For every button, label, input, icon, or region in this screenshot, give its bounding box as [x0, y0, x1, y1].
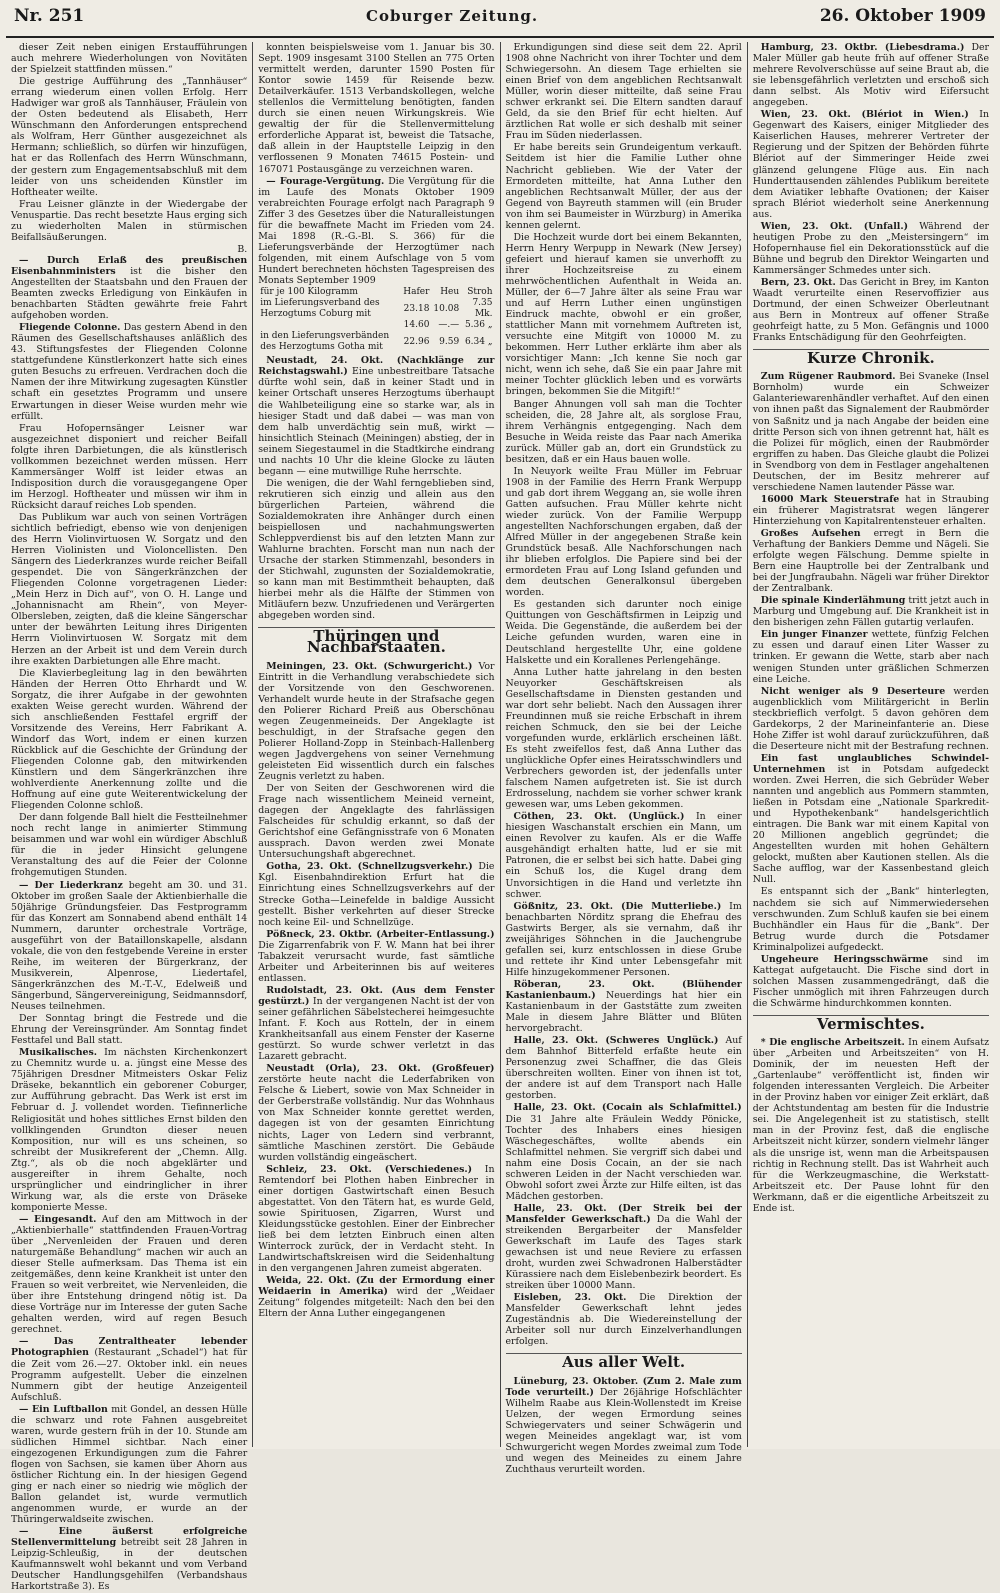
paragraph: Es gestanden sich darunter noch einige Quittungen von Geschäftsfirmen in Leipzig und Weida. Die Gegenstände, die außerdem bei der Leiche gefunden wurden, waren eine in Deutschland hergestellte Uhr, eine goldene Halskette und ein Korallenes Perlengehänge.	[505, 599, 742, 666]
column-3	[501, 42, 748, 1475]
article-text: Die Zigarrenfabrik von F. W. Mann hat bei ihrer Tabakzeit verursacht wurde, fast sämtliche Arbeiter und Arbeiterinnen bis auf weiteres entlassen.	[258, 939, 495, 984]
article-text: Während der heutigen Probe zu den „Meistersingern“ im Hofopernhause fiel ein Dekorationsstück auf die Bühne und begrub den Direktor Weingarten und Kammersänger Schmedes unter sich.	[752, 220, 990, 276]
article-text: hat in Straubing ein früherer Magistratsrat wegen längerer Hinterziehung von Kapitalrentensteuer erhalten.	[752, 493, 990, 527]
article-text: mit Gondel, an dessen Hülle die schwarz und rote Fahnen ausgebreitet waren, wurde gestern früh in der 10. Stunde am südlichen Himmel sichtbar. Nach einer eingezogenen Erkundigungen zum die Fahrer flogen von Sachsen, sie kamen über Ahorn aus östlicher Richtung ein. In der hiesigen Gegend ging er nach einer so niedrig wie möglich der Ballon gelandet ist, wurde vermutlich angenommen wurde, er wurde an der Thüringerwaldseite zwischen.	[11, 1403, 248, 1526]
table-cell: —.—	[438, 320, 460, 331]
article-heading: Nicht weniger als 9 Deserteure	[760, 685, 946, 697]
paragraph: konnten beispielsweise vom 1. Januar bis 30. Sept. 1909 insgesamt 3100 Stellen an 775 Orten vermittelt werden, darunter 1590 Posten für Kontor sowie 1459 für Reisende bezw. Detailverkäufer. 1513 Verbandskollegen, welche stellenlos die Vermittelung benötigten, fanden durch sie einen neuen Wirkungskreis. Wie gewaltig der für die Stellenvermittelung erforderliche Apparat ist, beweist die Tatsache, daß allein in der Hauptstelle Leipzig in den verflossenen 9 Monaten 74615 Postein- und 167071 Postausgänge zu verzeichnen waren.	[258, 42, 495, 175]
column-4	[748, 42, 994, 1447]
article-heading: Wien, 23. Okt. (Unfall.)	[760, 220, 909, 232]
article-text: Vor Eintritt in die Verhandlung verabschiedete sich der Vorsitzende von den Geschworenen. Verhandelt wurde heute in der Strafsache gegen den Polierer Richard Preiß aus Oberschönau wegen Zeugenmeineids. Der Angeklagte ist beschuldigt, in der Strafsache gegen den Polierer Holland-Zopp in Steinbach-Hallenberg wegen Jagdvergehens von seiner Vernehmung geleisteten Eid wissentlich durch ein falsches Zeugnis verletzt zu haben.	[258, 660, 495, 782]
paragraph: Die Hochzeit wurde dort bei einem Bekannten, Herrn Henry Werpupp in Newark (New Jersey) gefeiert und hierauf kamen sie unverhofft zu ihrer Hochzeitsreise zu einem mehrwöchentlichen Aufenthalt in Weida an. Müller, der 6—7 Jahre älter als seine Frau war und auf Herrn Luther einen ungünstigen Eindruck machte, obwohl er ein großer, stattlicher Mann mit vornehmem Auftreten ist, versuchte eine Mitgift von 10000 M. zu bekommen. Herr Luther erklärte ihm aber als vorsichtiger Mann: „Ich kenne Sie noch gar nicht, wenn ich sehe, daß Sie ein paar Jahre mit meiner Tochter glücklich leben und es vorwärts bringen, bekommen Sie die Mitgift!“	[505, 231, 742, 398]
article-heading: Halle, 23. Okt. (Der Streik bei der Mansfelder Gewerkschaft.)	[505, 1202, 742, 1225]
article-text: werden augenblicklich vom Militärgericht in Berlin steckbrieflich verfolgt. 5 davon gehören dem Gardekorps, 2 der Marineinfanterie an. Diese Hohe Ziffer ist wohl darauf zurückzuführen, daß die Deserteure nicht mit der Bestrafung rechnen.	[752, 685, 989, 752]
paragraph: Das Publikum war auch von seinen Vorträgen sichtlich befriedigt, ebenso wie von denjenigen des Herrn Violinvirtuosen W. Sorgatz und den Herren Violinisten und Violoncellisten. Den Sängern des Liederkranzes wurde reicher Beifall gespendet. Die von Sängerkränzchen der Fliegenden Colonne vorgetragenen Lieder: „Mein Herz in Dich auf“, von O. H. Lange und „Johannisnacht am Rhein“, von Meyer-Olbersleben, zeigten, daß die kleine Sängerschar unter der bewährten Leitung ihres Dirigenten Herrn Violinvirtuosen W. Sorgatz mit dem Herzen an der Arbeit ist und dem Verein durch ihre exakten Darbietungen alle Ehre macht.	[11, 511, 248, 667]
section-heading: Vermischtes.	[753, 1015, 989, 1033]
paragraph: Er habe bereits sein Grundeigentum verkauft. Seitdem ist hier die Familie Luther ohne Nachricht geblieben. Wie der Vater der Ermordeten mitteilte, hat Anna Luther den angeblichen Rechtsanwalt Müller, der aus der Gegend von Bayreuth stammen will (ein Bruder von ihm sei Baumeister in Würzburg) in Amerika kennen gelernt.	[505, 142, 742, 231]
article-text: sind im Kattegat aufgetaucht. Die Fische sind dort in solchen Massen zusammengedrängt, daß die Fischer unmöglich mit ihren Fahrzeugen durch die Schwärme hindurchkommen konnten.	[752, 953, 990, 1009]
issue-date: 26. Oktober 1909	[819, 6, 986, 26]
article-heading: Ein fast unglaubliches Schwindel-Unternehmen	[752, 752, 989, 775]
article-heading: Musikalisches.	[19, 1047, 98, 1059]
fourage-price-table	[258, 287, 494, 353]
paragraph: Die wenigen, die der Wahl ferngeblieben sind, rekrutieren sich einzig und allein aus den bürgerlichen Parteien, während die Sozialdemokraten ihre Anhänger durch einen beispiellosen und nachahmungswerten Schleppverdienst bis auf den letzten Mann zur Wahlurne brachten. Forscht man nun nach der Ursache der starken Stimmenzahl, besonders in der Stichwahl, zugunsten der Sozialdemokratie, so kann man mit Bestimmtheit behaupten, daß hierbei mehr als die Hälfte der Stimmen von Mitläufern bezw. Unzufriedenen und Verärgerten abgegeben worden sind.	[258, 477, 495, 622]
article-text: Im nächsten Kirchenkonzert zu Chemnitz wurde u. a. jüngst eine Messe des 75jährigen Dresdner Mitmeisters Oskar Feliz Dräseke, bekanntlich ein geborener Coburger, zur Aufführung gebracht. Das Werk ist erst im Februar d. J. vollendet worden. Tiefinnerliche Religiosität und hohes sittliches Ernst bilden den vollklingenden Grundton dieser neuen Komposition, nur will es uns scheinen, so schreibt der Musikreferent der „Chemn. Allg. Ztg.“, als ob die noch abgeklärter und ausgereifter in ihrem Gehalte, noch ursprünglicher und eindringlicher in ihrer Wirkung war, als die erste von Dräseke komponierte Messe.	[11, 1047, 248, 1213]
paragraph: Frau Hofopernsänger Leisner war ausgezeichnet disponiert und reicher Beifall folgte ihren Darbietungen, die als künstlerisch vollkommen bezeichnet werden müssen. Herr Kammersänger Wolff ist leider etwas an Indisposition durch die vorausgegangene Oper im Herzogl. Hoftheater und müssen wir ihm in Rücksicht darauf reiches Lob spenden.	[11, 422, 248, 511]
article-heading: Hamburg, 23. Oktbr. (Liebesdrama.)	[760, 42, 965, 53]
article-heading: Eisleben, 23. Okt.	[513, 1292, 627, 1304]
paragraph: Frau Leisner glänzte in der Wiedergabe der Venuspartie. Das recht besetzte Haus erging sich zu wiederholten Malen in stürmischen Beifallsäußerungen.	[11, 198, 248, 243]
article-heading: Röberan, 23. Okt. (Blühender Kastanienbaum.)	[505, 978, 742, 1001]
table-header: für je 100 Kilogramm	[260, 287, 358, 298]
article-heading: — Fourage-Vergütung.	[266, 175, 385, 187]
table-cell: 22.96	[403, 336, 430, 347]
article-text: Das Gericht in Brey, im Kanton Waadt verurteilte einen Reservoffizier aus Dortmund, der einen Schweizer Oberleutnant aus Bern in Montreux auf offener Straße geohrfeigt hatte, zu 5 Mon. Gefängnis und 1000 Franks Entschädigung für den Geohrfeigten.	[752, 276, 989, 344]
section-heading: Thüringen und Nachbarstaaten.	[258, 627, 494, 656]
article-text: ist in Potsdam aufgedeckt worden. Zwei Herren, die sich Gebrüder Weber nannten und angeblich aus Pommern stammten, ließen in Potsdam eine „Nationale Sparkredit- und Hypothekenbank“ handelsgerichtlich eintragen. Die Bank war mit einem Kapital von 20 Millionen angeblich gegründet; die Angestellten wurden mit hohen Gehältern gelockt, mußten aber Kautionen stellen. Als die Sache aufflog, war der Kassenbestand gleich Null.	[752, 763, 989, 886]
table-cell: 10.08	[433, 303, 460, 314]
article-text: zerstörte heute nacht die Lederfabriken von Felsche & Liebert, sowie von Max Schneider in der Gerberstraße vollständig. Nur das Wohnhaus von Max Schneider konnte gerettet werden, dagegen ist von der gesamten Einrichtung nichts, Lager von Ledern sind verbrannt, sämtliche Maschinen zerstört. Die Gebäude wurden vollständig eingeäschert.	[258, 1074, 495, 1163]
paragraph: Die gestrige Aufführung des „Tannhäuser“ errang wiederum einen vollen Erfolg. Herr Hadwiger war groß als Tannhäuser, Fräulein von der Osten bedeutend als Elisabeth, Herr Wünschmann den Anforderungen entsprechend als Wolfram, Herr Günther ausgezeichnet als Hermann; schließlich, so dürfen wir hinzufügen, hat er das Rollenfach des Herrn Wünschmann, der gestern zum Engagementsabschluß mit dem leider von uns scheidenden Künstler im Hoftheater weilte.	[11, 76, 248, 198]
paragraph: dieser Zeit neben einigen Erstaufführungen auch mehrere Wiederholungen von Novitäten der Spielzeit stattfinden müssen.“	[11, 42, 248, 76]
article-heading: — Der Liederkranz	[19, 879, 123, 891]
article-text: Auf den am Mittwoch in der „Aktienbierhalle“ stattfindenden Frauen-Vortrag über „Nervenleiden der Frauen und deren naturgemäße Behandlung“ machen wir auch an dieser Stelle aufmerksam. Das Thema ist ein zeitgemäßes, denn keine Krankheit ist unter den Frauen so weit verbreitet, wie Nervenleiden, die über ihre Entstehung dringend nötig ist. Da diese Vorträge nur im Interesse der guten Sache gehalten werden, wird auf regen Besuch gerechnet.	[11, 1213, 248, 1336]
table-cell: 6.34 „	[464, 336, 493, 347]
paragraph: Anna Luther hatte jahrelang in den besten Neuyorker Geschäftskreisen als Gesellschaftsdame in Diensten gestanden und war dort sehr beliebt. Nach den Aussagen ihrer Freundinnen muß sie reiche Erbschaft in ihrem reichen Schmuck, den sie bei der Leiche vorgefunden wurde, erklärlich erscheinen läßt. Es steht zweifellos fest, daß Anna Luther das unglückliche Opfer eines Heiratsschwindlers und Verbrechers geworden ist, der jedenfalls unter falschem Namen aufgetreten ist. Sie ist durch Erdrosselung, nachdem sie vorher schwer krank gewesen war, ums Leben gekommen.	[505, 666, 742, 811]
paragraph: Der Sonntag bringt die Festrede und die Ehrung der Vereinsgründer. Am Sonntag findet Festtafel und Ball statt.	[11, 1013, 248, 1047]
signature: B.	[237, 243, 248, 255]
article-heading: Cöthen, 23. Okt. (Unglück.)	[513, 811, 685, 823]
article-heading: Rudolstadt, 23. Okt. (Aus dem Fenster gestürzt.)	[258, 984, 495, 1007]
column-1	[6, 42, 253, 1593]
table-cell: 14.60	[403, 320, 430, 331]
article-heading: — Durch Erlaß des preußischen Eisenbahnministers	[11, 254, 248, 277]
article-text: Die Kgl. Eisenbahndirektion Erfurt hat die Einrichtung eines Schnellzugsverkehrs auf der Strecke Gotha—Leinefelde in baldige Aussicht gestellt. Bisher verkehrten auf dieser Strecke noch keine Eil- und Schnellzüge.	[258, 861, 495, 928]
article-text: Da die Wahl der streikenden Bergarbeiter der Mansfelder Gewerkschaft im Laufe des Tages stark gewachsen ist und neue Reviere zu erfassen droht, wurden zwei Schwadronen Halberstädter Kürassiere nach dem Eislebenbezirk beordert. Es streiken über 10000 Mann.	[505, 1213, 742, 1292]
article-heading: Pößneck, 23. Oktbr. (Arbeiter-Entlassung.)	[266, 928, 495, 940]
article-text: Die 31 Jahre alte Fräulein Weddy Pönicke, Tochter des Inhabers eines hiesigen Wäschegeschäftes, wollte abends ein Schlafmittel nehmen. Sie vergriff sich dabei und nahm eine Dosis Cocain, an der sie nach schweren Leiden in der Nacht verschieden war. Obwohl sofort zwei Ärzte zur Hilfe eilten, ist das Mädchen gestorben.	[505, 1113, 742, 1202]
table-header: Stroh	[467, 287, 493, 298]
article-text: Das gestern Abend in den Räumen des Gesellschaftshauses anläßlich des 43. Stiftungsfestes der Fliegenden Colonne stattgefundene Künstlerkonzert hatte sich eines guten Besuchs zu erfreuen. Verdrachen doch die Namen der ihre Mitwirkung zugesagten Künstler schaft ein gesetztes Programm und unsere Erwartungen in dieser Weise wurden mehr wie erfüllt.	[11, 322, 248, 422]
article-heading: Neustadt (Orla), 23. Okt. (Großfeuer)	[266, 1063, 495, 1075]
paragraph: Der dann folgende Ball hielt die Festteilnehmer noch recht lange in animierter Stimmung beisammen und war wohl ein würdiger Abschluß für die in jeder Hinsicht gelungene Veranstaltung des auf die Feier der Colonne frohgemutigen Stunden.	[11, 812, 248, 879]
article-text: Bei Svaneke (Insel Bornholm) wurde ein Schweizer Galanteriewarenhändler verhaftet. Auf den einen von ihnen paßt das Signalement der Raubmörder von Saßnitz und ja nach Angabe der beiden eine dritte Person sich von ihnen getrennt hat, hält es die Polizei für möglich, einen der Raubmörder ergriffen zu haben. Das Gleiche glaubt die Polizei in Svendborg von dem in Festlager angehaltenen Deutschen, der im Besitz mehrerer auf verschiedene Namen lautender Pässe war.	[752, 371, 989, 493]
article-heading: Schleiz, 23. Okt. (Verschiedenes.)	[266, 1163, 473, 1175]
article-text: Im benachbarten Nörditz sprang die Ehefrau des Gastwirts Berger, als sie vernahm, daß ihr zweijähriges Söhnchen in die Jauchengrube gefallen sei, kurz entschlossen in diese Grube und rettete ihr Kind unter Lebensgefahr mit Hilfe hinzugekommener Personen.	[505, 900, 742, 978]
paragraph: In Neuyork weilte Frau Müller im Februar 1908 in der Familie des Herrn Frank Werpupp und gab dort ihrem Weggang an, sie wolle ihren Gatten aufsuchen. Frau Müller kehrte nicht wieder zurück. Von der Familie Werpupp angestellten Nachforschungen ergaben, daß der Alfred Müller in der angegebenen Straße kein Grundstück besaß. Alle Nachforschungen nach ihr blieben erfolglos. Die Papiere sind bei der ermordeten Frau auf Long Island gefunden und dem deutschen Generalkonsul übergeben worden.	[505, 465, 742, 599]
article-heading: Neustadt, 24. Okt. (Nachklänge zur Reichstagswahl.)	[258, 355, 495, 378]
article-heading: Gotha, 23. Okt. (Schnellzugsverkehr.)	[266, 861, 473, 873]
paragraph: Banger Ahnungen voll sah man die Tochter scheiden, die, 28 Jahre alt, als sorglose Frau, ihrem Verhängnis entgegenging. Nach dem Besuche in Weida reiste das Paar nach Amerika zurück. Müller gab an, dort ein Grundstück zu besitzen, daß er ein Haus bauen wolle.	[505, 398, 742, 465]
section-heading: Aus aller Welt.	[506, 1353, 742, 1371]
paragraph: Erkundigungen sind diese seit dem 22. April 1908 ohne Nachricht von ihrer Tochter und dem Schwiegersohn. An diesem Tage erhielten sie einen Brief von dem angeblichen Rechtsanwalt Müller, worin dieser mitteilte, daß seine Frau schwer erkrankt sei. Die Eltern sandten darauf Geld, da sie den Brief für echt hielten. Auf ärztlichen Rat wolle er sich deshalb mit seiner Frau im Süden niederlassen.	[505, 42, 742, 142]
article-heading: Wien, 23. Okt. (Blériot in Wien.)	[760, 109, 969, 121]
article-text: wettete, fünfzig Felchen zu essen und darauf einen Liter Wasser zu trinken. Er gewann die Wette, starb aber nach wenigen Stunden unter gräßlichen Schmerzen eine Leiche.	[752, 629, 990, 685]
article-heading: — Das Zentraltheater lebender Photographien	[11, 1336, 248, 1359]
article-text: Die Direktion der Mansfelder Gewerkschaft lehnt jedes Zugeständnis ab. Die Wiedereinstellung der Arbeiter soll nur durch Einzelverhandlungen erfolgen.	[505, 1292, 742, 1348]
article-text: wird der „Weidaer Zeitung“ folgendes mitgeteilt: Nach den bei den Eltern der Anna Luther eingegangenen	[258, 1286, 495, 1320]
columns	[6, 42, 994, 1593]
article-heading: Weida, 22. Okt. (Zu der Ermordung einer Weidaerin in Amerika)	[258, 1275, 495, 1298]
article-text: erregt in Bern die Verhaftung der Bankiers Demme und Nägeli. Sie erfolgte wegen Fälschung. Demme spielte in Bern eine Hauptrolle bei der Zentralbank und bei der Jungfraubahn. Nägeli war früher Direktor der Zentralbank.	[752, 527, 989, 595]
article-heading: Gößnitz, 23. Okt. (Die Mutterliebe.)	[513, 900, 722, 912]
article-text: In einem Aufsatz über „Arbeiten und Arbeitszeiten“ von H. Dominik, der im neuesten Heft der „Gartenlaube“ veröffentlicht ist, finden wir folgenden interessanten Vergleich. Die Arbeiter in der Provinz haben vor einiger Zeit erklärt, daß der Achtstundentag am besten für die Industrie sei. Die Angelegenheit ist zu statistisch, stellt man in der Provinz fest, daß die englische Arbeitszeit nicht kürzer, sondern vielmehr länger als die unsrige ist, wenn man die Arbeitspausen richtig in Rechnung stellt. Das ist Wahrheit auch für die Werkzeugmaschine, die Werkstatt-Arbeitszeit etc. Der Pause lohnt für den Werkmann, daß er die eigentliche Arbeitszeit zu Ende ist.	[752, 1037, 990, 1214]
article-text: tritt jetzt auch in Marburg und Umgebung auf. Die Krankheit ist in den bisherigen zehn Fällen gutartig verlaufen.	[752, 595, 989, 629]
article-heading: Zum Rügener Raubmord.	[760, 371, 896, 383]
paragraph: Die Klavierbegleitung lag in den bewährten Händen der Herren Otto Ehrhardt und W. Sorgatz, die ihrer Aufgabe in der gewohnten exakten Weise gerecht wurden. Während der sich anschließenden Festtafel ergriff der Vorsitzende des Vereins, Herr Fabrikant A. Windorf das Wort, indem er einen kurzen Rückblick auf die Geschichte der Gründung der Fliegenden Colonne gab, den mitwirkenden Künstlern und dem Sängerkränzchen ihre wohlverdiente Anerkennung zollte und die Hoffnung auf eine gute Weiterentwickelung der Fliegenden Colonne schloß.	[11, 667, 248, 812]
article-text: (Restaurant „Schadel“) hat für die Zeit vom 26.—27. Oktober inkl. ein neues Programm aufgestellt. Ueber die einzelnen Nummern gibt der heutige Anzeigenteil Aufschluß.	[11, 1347, 248, 1403]
article-heading: Lüneburg, 23. Oktober. (Zum 2. Male zum Tode verurteilt.)	[505, 1375, 742, 1398]
paragraph: Es entspannt sich der „Bank“ hinterlegten, nachdem sie sich auf Nimmerwiedersehen verschwunden. Zum Schluß kaufen sie bei einem Buchhändler ein Haus für die „Bank“. Der Betrug wurde durch die Potsdamer Kriminalpolizei aufgedeckt.	[752, 886, 989, 953]
article-heading: — Eingesandt.	[19, 1213, 97, 1225]
table-cell: 5.36 „	[464, 320, 493, 331]
article-heading: — Ein Luftballon	[19, 1403, 108, 1415]
article-text: Der 26jährige Hofschlächter Wilhelm Raabe aus Klein-Wollenstedt im Kreise Uelzen, der wegen Ermordung seines Schwiegervaters und seiner Schwägerin und wegen Meineides angeklagt war, ist vom Schwurgericht wegen Mordes zweimal zum Tode und wegen des Meineides zu einem Jahre Zuchthaus verurteilt worden.	[505, 1386, 742, 1475]
article-text: In Gegenwart des Kaisers, einiger Mitglieder des Kaiserlichen Hauses, mehrerer Vertreter der Regierung und der Spitzen der Behörden führte Blériot auf der Simmeringer Heide zwei glänzend gelungene Flüge aus. Ein nach Hunderttausenden zählendes Publikum bereitete dem Aviatiker lebhafte Ovationen; der Kaiser sprach Blériot wiederholt seine Anerkennung aus.	[752, 109, 989, 220]
article-heading: Halle, 23. Okt. (Cocain als Schlafmittel.)	[513, 1102, 742, 1114]
article-text: In einer hiesigen Waschanstalt erschien ein Mann, um einen Revolver zu kaufen. Als er die Waffe ausgehändigt erhalten hatte, lud er sie mit Patronen, die er selbst bei sich hatte. Dabei ging ein Schuß los, die Kugel drang dem Unvorsichtigen in die Hand und verletzte ihn schwer.	[505, 811, 742, 900]
article-heading: Die spinale Kinderlähmung	[760, 595, 906, 607]
article-text: In Remtendorf bei Plothen haben Einbrecher in einer dortigen Gastwirtschaft einen Besuch abgestattet. Von den Tätern hat, es wurde Geld, sowie Spirituosen, Zigarren, Wurst und Kleidungsstücke gestohlen. Einer der Einbrecher ließ bei dem letzten Einbruch einen alten Winterrock zurück, der in Verdacht steht. In Landwirtschaftskreisen wird die Seidenhaltung in den vergangenen Jahren zumeist abgeraten.	[258, 1163, 495, 1275]
masthead	[6, 6, 994, 38]
table-cell: im Lieferungsverband des Herzogtums Coburg mit	[260, 298, 380, 320]
article-text: Die Vergütung für die im Laufe des Monats Oktober 1909 verabreichten Fourage erfolgt nach Paragraph 9 Ziffer 3 des Gesetzes über die Naturalleistungen für die bewaffnete Macht im Frieden vom 24. Mai 1898 (R.-G.-Bl. S. 366) für die Lieferungsverbände der Herzogtümer nach folgenden, mit einem Aufschlage von 5 vom Hundert berechneten höchsten Tagespreisen des Monats September 1909	[258, 175, 495, 286]
issue-number: Nr. 251	[14, 6, 85, 26]
article-text: Eine unbestreitbare Tatsache dürfte wohl sein, daß in keiner Stadt und in keiner Ortschaft unseres Herzogtums überhaupt die Wahlbeteiligung eine so starke war, als in hiesiger Stadt und daß dabei — was man von dem halb unverdächtig sein muß, wirkt — hinsichtlich Steinach (Meiningen) abstieg, der in seinem Siegestaumel in die Stadtkirche eindrang und nachts 10 Uhr die kleine Glocke zu läuten begann — eine mutwillige Ruhe herrschte.	[258, 366, 495, 477]
article-heading: — Eine äußerst erfolgreiche Stellenvermittelung	[11, 1526, 248, 1549]
article-text: In der vergangenen Nacht ist der von seiner gefährlichen Säbelstecherei heimgesuchte Infant. F. Koch aus Rotteln, der in einem Krankheitsanfall aus einem Fenster der Kaserne gestürzt. So wurde schwer verletzt in das Lazarett gebracht.	[258, 995, 495, 1063]
article-text: begeht am 30. und 31. Oktober im großen Saale der Aktienbierhalle die 50jährige Gründungsfeier. Das Festprogramm für das Konzert am Sonnabend abend enthält 14 Nummern, darunter orchestrale Vorträge, ausgeführt von der Bataillonskapelle, alsdann vokale, die von den festgebende Vereine in erster Reihe, im weiteren der Bürgerkranz, der Musikverein, Alpenrose, Liedertafel, Sängerkränzchen des M.-T.-V., Edelweiß und Sängerbund, Sängervereinigung, Seidmannsdorf, Neuses teilnehmen.	[11, 879, 248, 1013]
article-text: betreibt seit 28 Jahren in Leipzig-Schleußig, in der deutschen Kaufmannswelt wohl bekannt und vom Verband Deutscher Handlungsgehilfen (Verbandshaus Harkortstraße 3). Es	[11, 1537, 248, 1593]
section-heading: Kurze Chronik.	[753, 349, 989, 367]
paragraph: Der von Seiten der Geschworenen wird die Frage nach wissentlichem Meineid verneint, dagegen der Angeklagte des fahrlässigen Falscheides für schuldig erkannt, so daß der Gerichtshof eine Gefängnisstrafe von 6 Monaten aussprach. Davon werden zwei Monate Untersuchungshaft abgerechnet.	[258, 783, 495, 861]
table-cell: 9.59	[439, 336, 460, 347]
table-cell: in den Lieferungsverbänden des Herzogtums Gotha mit	[260, 331, 390, 353]
article-text: Neuerdings hat hier ein Kastanienbaum in der Gaststätte zum zweiten Male in diesem Jahre Blätter und Blüten hervorgebracht.	[505, 989, 742, 1035]
article-heading: Bern, 23. Okt.	[760, 276, 836, 288]
table-header: Heu	[440, 287, 460, 298]
article-heading: Ungeheure Heringsschwärme	[760, 953, 929, 965]
article-heading: Halle, 23. Okt. (Schweres Unglück.)	[513, 1035, 719, 1047]
article-heading: Großes Aufsehen	[760, 527, 861, 539]
article-text: Der Maler Müller gab heute früh auf offener Straße mehrere Revolverschüsse auf seine Braut ab, die sie lebensgefährlich verletzten und erschoß sich dann selbst. Als Motiv wird Eifersucht angegeben.	[752, 42, 989, 109]
table-cell: 23.18	[403, 303, 430, 314]
table-header: Hafer	[403, 287, 430, 298]
article-heading: Ein junger Finanzer	[760, 629, 868, 641]
article-heading: Fliegende Colonne.	[19, 322, 121, 334]
article-text: ist die bisher den Angestellten der Staatsbahn und den Frauen der Beamten zwecks Erledigung von Einkäufen in benachbarten Städten gewährte freie Fahrt aufgehoben worden.	[11, 265, 248, 322]
column-2	[253, 42, 500, 1447]
article-heading: * Die englische Arbeitszeit.	[760, 1037, 905, 1049]
article-heading: Meiningen, 23. Okt. (Schwurgericht.)	[266, 660, 473, 672]
article-text: Auf dem Bahnhof Bitterfeld erfaßte heute ein Personenzug zwei Schaffner, die das Gleis überschreiten wollten. Einer von ihnen ist tot, der andere ist auf dem Transport nach Halle gestorben.	[505, 1035, 742, 1102]
table-cell: 7.35 Mk.	[472, 298, 493, 320]
newspaper-title: Coburger Zeitung.	[366, 7, 539, 25]
article-heading: 16000 Mark Steuerstrafe	[760, 493, 900, 505]
